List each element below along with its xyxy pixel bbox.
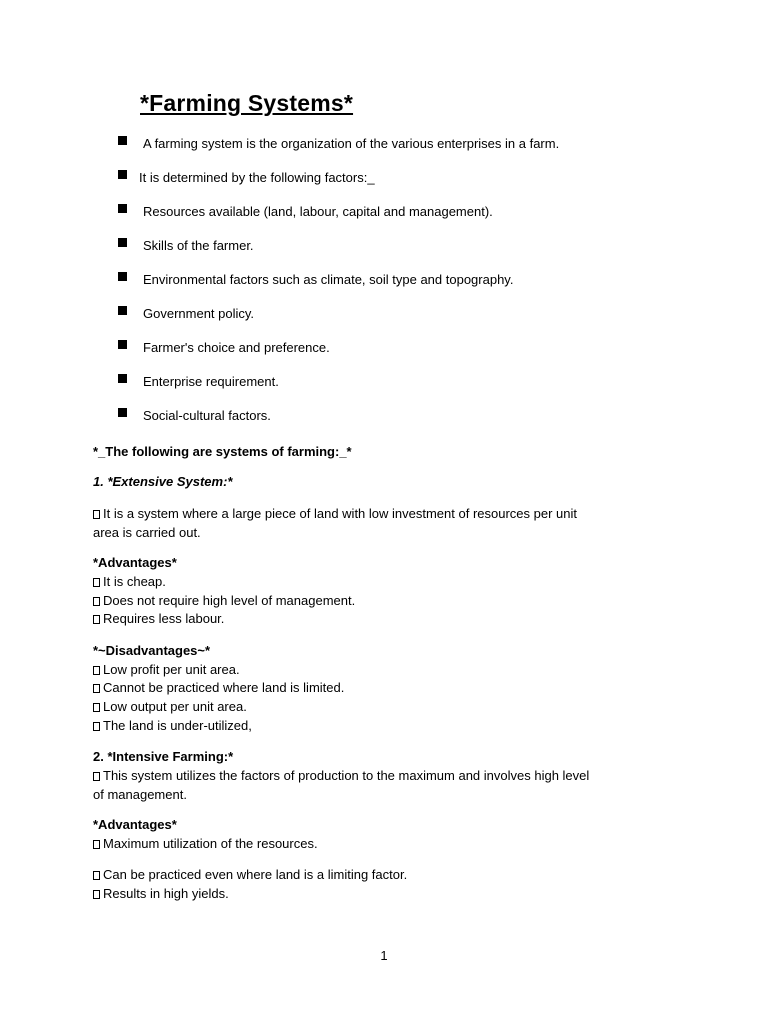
intensive-farming-heading: 2. *Intensive Farming:* (93, 749, 234, 764)
square-bullet-icon (118, 272, 127, 281)
square-bullet-icon (118, 238, 127, 247)
page-number: 1 (380, 948, 388, 963)
page-title: *Farming Systems* (140, 90, 354, 116)
missing-glyph-icon (93, 890, 100, 899)
intensive-description-line: of management. (93, 787, 187, 802)
list-item: Low profit per unit area. (93, 662, 240, 677)
extensive-system-heading: 1. *Extensive System:* (93, 474, 233, 489)
missing-glyph-icon (93, 615, 100, 624)
list-item: Requires less labour. (93, 611, 224, 626)
list-item-text: Resources available (land, labour, capital and management). (143, 204, 493, 219)
list-item (118, 236, 254, 256)
extensive-disadvantages-heading: *~Disadvantages~* (93, 643, 211, 658)
missing-glyph-icon (93, 684, 100, 693)
list-item (118, 270, 514, 290)
missing-glyph-icon (93, 840, 100, 849)
missing-glyph-icon (93, 871, 100, 880)
list-item-text: A farming system is the organization of the various enterprises in a farm. (143, 136, 560, 151)
systems-heading: *_The following are systems of farming:_* (93, 444, 352, 459)
list-item-text: Enterprise requirement. (143, 374, 279, 389)
list-item: Cannot be practiced where land is limited. (93, 680, 344, 695)
list-item-text: It is determined by the following factors:_ (139, 170, 375, 185)
list-item-text: Skills of the farmer. (143, 238, 254, 253)
extensive-description-line: area is carried out. (93, 525, 201, 540)
square-bullet-icon (118, 374, 127, 383)
square-bullet-icon (118, 170, 127, 179)
list-item-text: Social-cultural factors. (143, 408, 271, 423)
square-bullet-icon (118, 306, 127, 315)
list-item: Maximum utilization of the resources. (93, 836, 318, 851)
list-item (118, 168, 375, 188)
list-item-text: Government policy. (143, 306, 255, 321)
missing-glyph-icon (93, 772, 100, 781)
list-item (118, 134, 560, 154)
missing-glyph-icon (93, 510, 100, 519)
list-item: Does not require high level of management. (93, 593, 355, 608)
list-item-text: Farmer's choice and preference. (143, 340, 330, 355)
list-item (118, 202, 493, 222)
list-item (118, 304, 255, 324)
intensive-advantages-heading: *Advantages* (93, 817, 177, 832)
list-item (118, 338, 330, 358)
list-item: It is cheap. (93, 574, 166, 589)
missing-glyph-icon (93, 597, 100, 606)
list-item: Low output per unit area. (93, 699, 247, 714)
list-item: The land is under-utilized, (93, 718, 252, 733)
missing-glyph-icon (93, 703, 100, 712)
square-bullet-icon (118, 408, 127, 417)
list-item: Can be practiced even where land is a limiting factor. (93, 867, 407, 882)
list-item (118, 372, 279, 392)
missing-glyph-icon (93, 666, 100, 675)
missing-glyph-icon (93, 578, 100, 587)
intensive-description-line: This system utilizes the factors of production to the maximum and involves high level (93, 768, 589, 783)
list-item: Results in high yields. (93, 886, 229, 901)
extensive-advantages-heading: *Advantages* (93, 555, 177, 570)
list-item-text: Environmental factors such as climate, soil type and topography. (143, 272, 514, 287)
list-item (118, 406, 271, 426)
square-bullet-icon (118, 204, 127, 213)
extensive-description-line: It is a system where a large piece of land with low investment of resources per unit (93, 506, 577, 521)
square-bullet-icon (118, 340, 127, 349)
missing-glyph-icon (93, 722, 100, 731)
square-bullet-icon (118, 136, 127, 145)
